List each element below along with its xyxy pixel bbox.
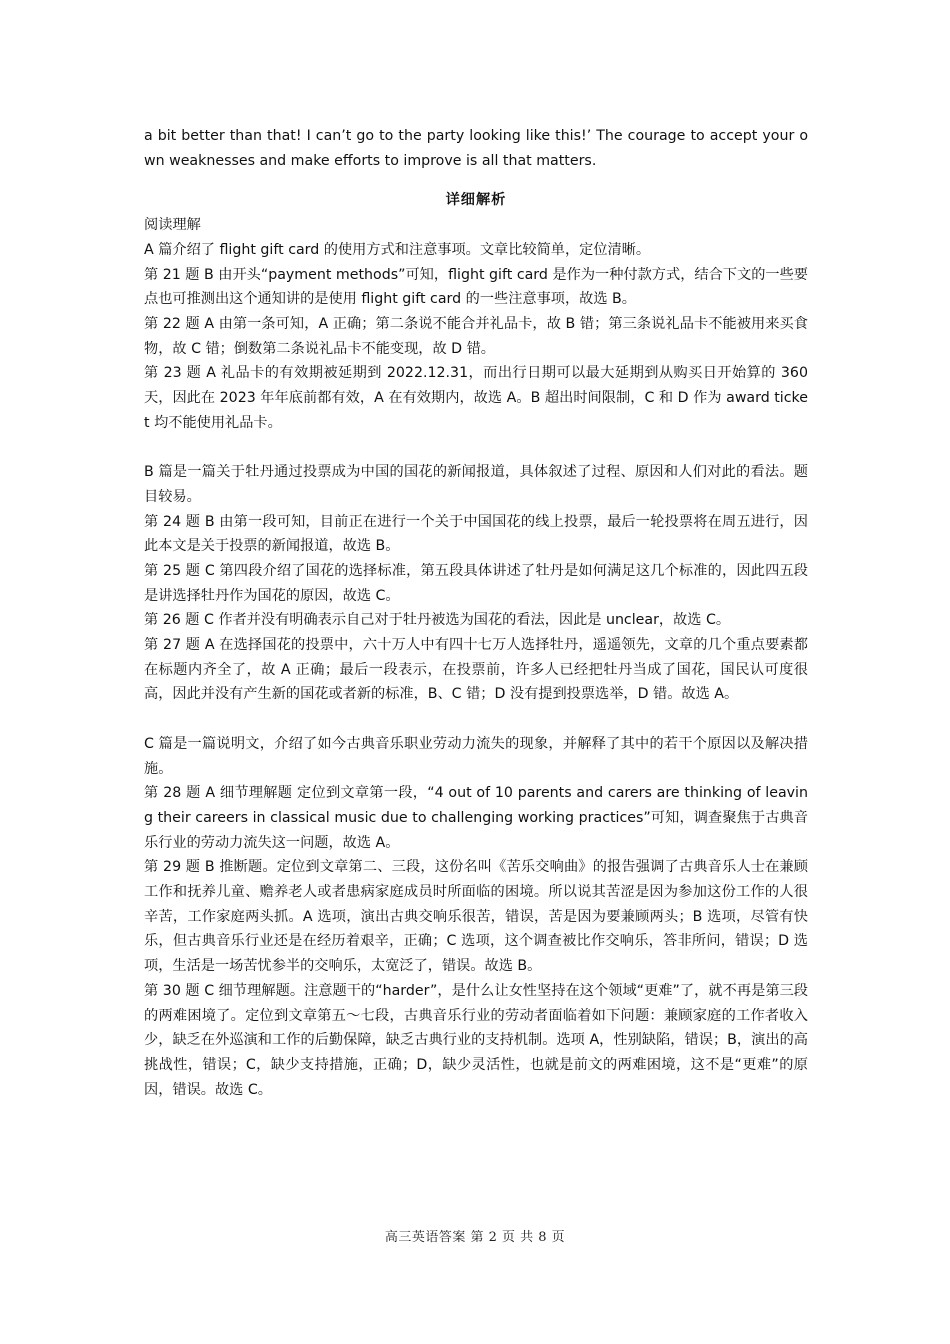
question-23-explanation: 第 23 题 A 礼品卡的有效期被延期到 2022.12.31，而出行日期可以最大延期到从购买日开始算的 360 天，因此在 2023 年年底前都有效，A 在有效期内，故选 A。B 超出时间限制，C 和 D 作为 award ticket 均不能使用礼品卡。 [144,365,808,431]
question-29-explanation: 第 29 题 B 推断题。定位到文章第二、三段，这份名叫《苦乐交响曲》的报告强调了古典音乐人士在兼顾工作和抚养儿童、赡养老人或者患病家庭成员时所面临的困境。所以说其苦涩是因为参加这份工作的人很辛苦，工作家庭两头抓。A 选项，演出古典交响乐很苦，错误，苦是因为要兼顾两头；B 选项，尽管有快乐，但古典音乐行业还是在经历着艰辛，正确；C 选项，这个调查被比作交响乐，答非所问，错误；D 选项，生活是一场苦忧参半的交响乐，太宽泛了，错误。故选 B。 [144,859,808,975]
passage-c-summary: C 篇是一篇说明文，介绍了如今古典音乐职业劳动力流失的现象，并解释了其中的若干个原因以及解决措施。 [144,735,808,777]
question-26-explanation: 第 26 题 C 作者并没有明确表示自己对于牡丹被选为国花的看法，因此是 unclear，故选 C。 [144,612,731,629]
page-footer: 高三英语答案 第 2 页 共 8 页 [384,1230,566,1245]
question-21-explanation: 第 21 题 B 由开头“payment methods”可知，flight gift card 是作为一种付款方式，结合下文的一些要点也可推测出这个通知讲的是使用 flight gift card 的一些注意事项，故选 B。 [144,266,808,308]
question-28-explanation: 第 28 题 A 细节理解题 定位到文章第一段，“4 out of 10 parents and carers are thinking of leaving their careers in classical music due to challenging working practices”可知，调查聚焦于古典音乐行业的劳动力流失这一问题，故选 A。 [144,785,808,851]
question-25-explanation: 第 25 题 C 第四段介绍了国花的选择标准，第五段具体讲述了牡丹是如何满足这几个标准的，因此四五段是讲选择牡丹作为国花的原因，故选 C。 [144,562,808,604]
intro-paragraph: a bit better than that! I can’t go to the party looking like this!’ The courage to accept your own weaknesses and make efforts to improve is all that matters. [144,128,808,169]
question-24-explanation: 第 24 题 B 由第一段可知，目前正在进行一个关于中国国花的线上投票，最后一轮投票将在周五进行，因此本文是关于投票的新闻报道，故选 B。 [144,513,808,555]
question-30-explanation: 第 30 题 C 细节理解题。注意题干的“harder”，是什么让女性坚持在这个领域“更难”了，就不再是第三段的两难困境了。定位到文章第五～七段，古典音乐行业的劳动者面临着如下问题：兼顾家庭的工作者收入少，缺乏在外巡演和工作的后勤保障，缺乏古典行业的支持机制。选项 A，性别缺陷，错误；B，演出的高挑战性，错误；C，缺少支持措施，正确；D，缺少灵活性，也就是前文的两难困境，这不是“更难”的原因，错误。故选 C。 [144,982,808,1098]
passage-b-summary: B 篇是一篇关于牡丹通过投票成为中国的国花的新闻报道，具体叙述了过程、原因和人们对此的看法。题目较易。 [144,464,808,505]
question-27-explanation: 第 27 题 A 在选择国花的投票中，六十万人中有四十七万人选择牡丹，遥遥领先，文章的几个重点要素都在标题内齐全了，故 A 正确；最后一段表示，在投票前，许多人已经把牡丹当成了国花，国民认可度很高，因此并没有产生新的国花或者新的标准，B、C 错；D 没有提到投票选举，D 错。故选 A。 [144,637,808,703]
spacer [144,435,808,460]
subheading: 阅读理解 [144,217,201,234]
section-title: 详细解析 [445,192,507,209]
question-22-explanation: 第 22 题 A 由第一条可知，A 正确；第二条说不能合并礼品卡，故 B 错；第三条说礼品卡不能被用来买食物，故 C 错；倒数第二条说礼品卡不能变现，故 D 错。 [144,315,808,357]
page-content [144,124,808,1102]
spacer [144,707,808,732]
passage-a-summary: A 篇介绍了 flight gift card 的使用方式和注意事项。文章比较简单，定位清晰。 [144,241,651,258]
